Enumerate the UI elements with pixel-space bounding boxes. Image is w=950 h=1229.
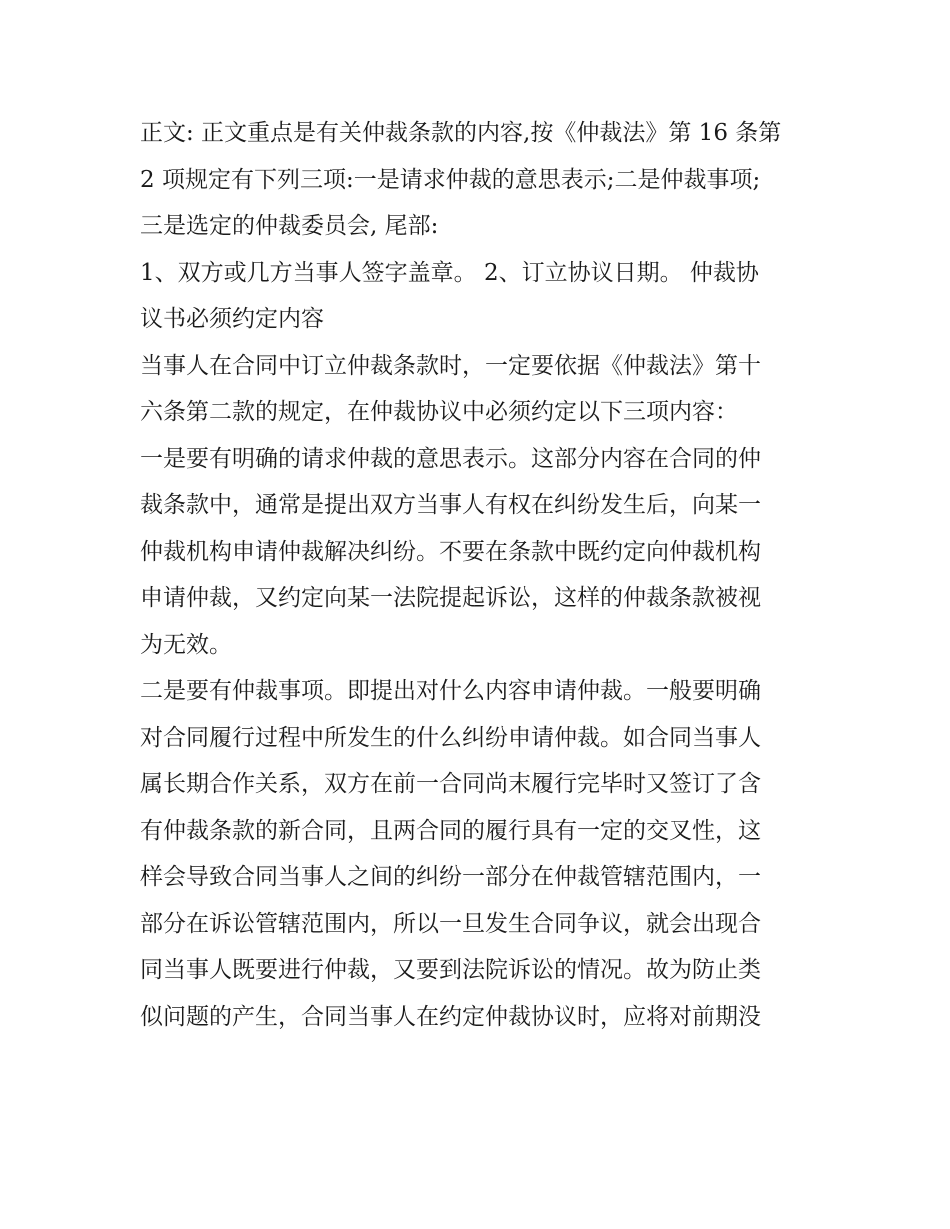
text-line: 样会导致合同当事人之间的纠纷一部分在仲裁管辖范围内，一 <box>140 864 761 890</box>
text-line: 似问题的产生，合同当事人在约定仲裁协议时，应将对前期没 <box>140 1003 761 1030</box>
text-line: 1、双方或几方当事人签字盖章。 2、订立协议日期。 仲裁协 <box>140 259 759 286</box>
text-line: 三是选定的仲裁委员会, 尾部: <box>140 213 439 239</box>
text-line: 部分在诉讼管辖范围内，所以一旦发生合同争议，就会出现合 <box>140 910 761 937</box>
text-line: 为无效。 <box>140 631 232 658</box>
text-line: 仲裁机构申请仲裁解决纠纷。不要在条款中既约定向仲裁机构 <box>140 538 761 565</box>
text-line: 属长期合作关系，双方在前一合同尚末履行完毕时又签订了含 <box>140 771 761 797</box>
document-body <box>140 110 820 1040</box>
text-line: 申请仲裁，又约定向某一法院提起诉讼，这样的仲裁条款被视 <box>140 585 761 611</box>
text-line: 2 项规定有下列三项:一是请求仲裁的意思表示;二是仲裁事项; <box>140 166 761 193</box>
text-line: 一是要有明确的请求仲裁的意思表示。这部分内容在合同的仲 <box>140 445 761 472</box>
text-line: 同当事人既要进行仲裁，又要到法院诉讼的情况。故为防止类 <box>140 957 761 983</box>
text-line: 裁条款中，通常是提出双方当事人有权在纠纷发生后，向某一 <box>140 492 761 518</box>
text-line: 正文: 正文重点是有关仲裁条款的内容,按《仲裁法》第 16 条第 <box>140 120 782 146</box>
text-line: 当事人在合同中订立仲裁条款时，一定要依据《仲裁法》第十 <box>140 352 761 379</box>
text-line: 有仲裁条款的新合同，且两合同的履行具有一定的交叉性，这 <box>140 817 761 844</box>
text-line: 六条第二款的规定，在仲裁协议中必须约定以下三项内容： <box>140 399 738 425</box>
text-line: 对合同履行过程中所发生的什么纠纷申请仲裁。如合同当事人 <box>140 724 761 751</box>
text-line: 二是要有仲裁事项。即提出对什么内容申请仲裁。一般要明确 <box>140 678 761 704</box>
text-line: 议书必须约定内容 <box>140 306 324 332</box>
